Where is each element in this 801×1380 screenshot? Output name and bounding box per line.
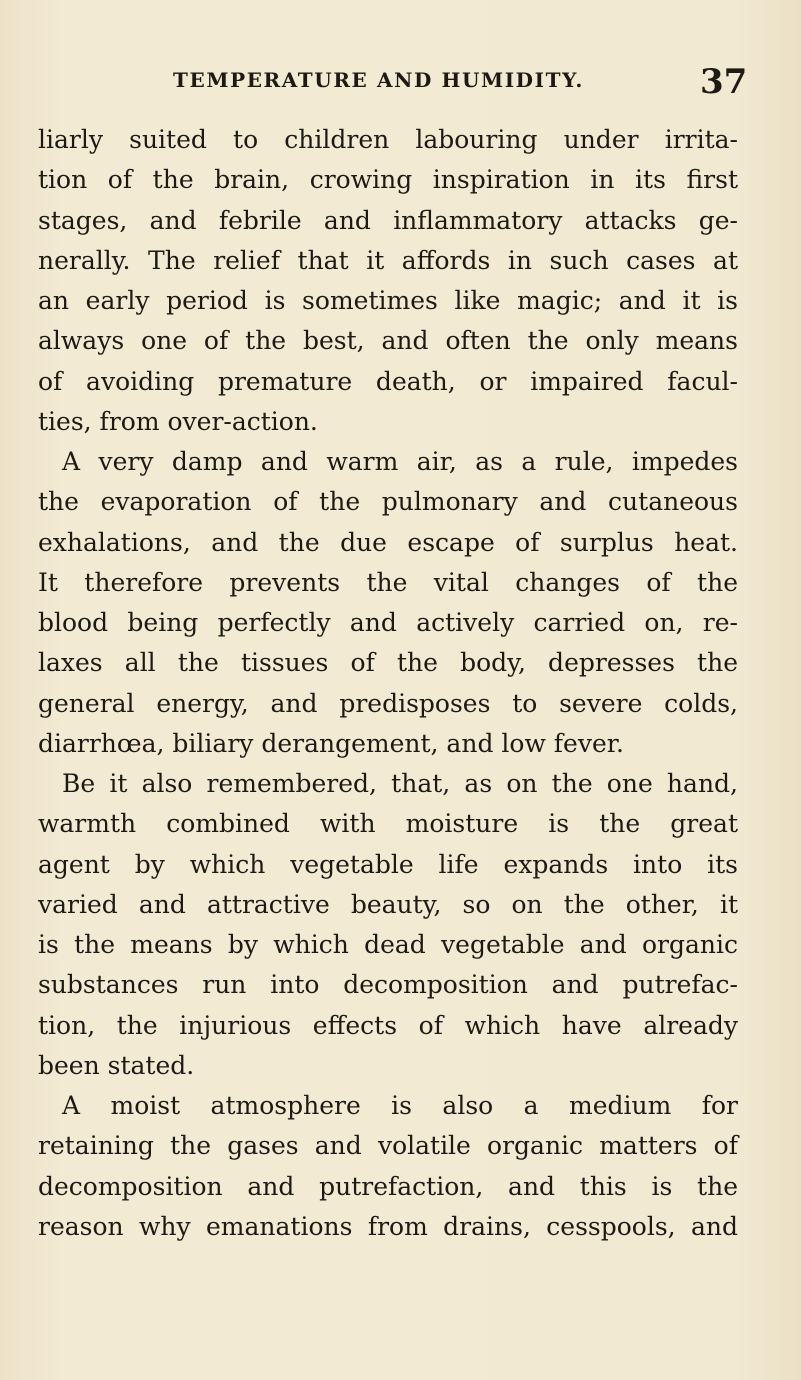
text-line: blood being perfectly and actively carried on, re- <box>38 608 738 637</box>
text-line: varied and attractive beauty, so on the other, it <box>38 889 738 919</box>
text-line: agent by which vegetable life expands into its <box>38 849 738 879</box>
running-title: TEMPERATURE AND HUMIDITY. <box>173 68 584 92</box>
text-line: the evaporation of the pulmonary and cutaneous <box>38 487 738 517</box>
body-text <box>38 120 738 1247</box>
text-line: ties, from over-action. <box>38 406 318 436</box>
text-line: liarly suited to children labouring under irrita- <box>38 125 738 154</box>
text-line: an early period is sometimes like magic; and it is <box>38 286 738 315</box>
running-head <box>0 62 801 102</box>
paragraph-2 <box>38 442 738 764</box>
text-line: warmth combined with moisture is the great <box>38 809 738 839</box>
text-line: nerally. The relief that it affords in such cases at <box>38 245 738 275</box>
text-line: laxes all the tissues of the body, depresses the <box>38 648 738 678</box>
page-number: 37 <box>700 62 748 102</box>
text-line: of avoiding premature death, or impaired facul- <box>38 366 738 396</box>
text-line: always one of the best, and often the only means <box>38 326 738 356</box>
paragraph-3 <box>38 764 738 1086</box>
text-line: diarrhœa, biliary derangement, and low fever. <box>38 728 624 758</box>
text-line: tion, the injurious effects of which have already <box>38 1010 738 1040</box>
text-line: been stated. <box>38 1050 195 1080</box>
text-line: is the means by which dead vegetable and organic <box>38 930 738 959</box>
text-line: tion of the brain, crowing inspiration in its first <box>38 165 738 195</box>
text-line: A very damp and warm air, as a rule, impedes <box>62 447 738 476</box>
text-line: It therefore prevents the vital changes of the <box>38 567 738 597</box>
text-line: exhalations, and the due escape of surplus heat. <box>38 527 738 557</box>
text-line: Be it also remembered, that, as on the one hand, <box>62 769 738 798</box>
text-line: reason why emanations from drains, cesspools, and <box>38 1211 738 1241</box>
paragraph-1 <box>38 120 738 442</box>
text-line: retaining the gases and volatile organic matters of <box>38 1131 738 1161</box>
text-line: general energy, and predisposes to severe colds, <box>38 688 738 718</box>
text-line: substances run into decomposition and putrefac- <box>38 970 738 1000</box>
paragraph-4 <box>38 1086 738 1247</box>
text-line: A moist atmosphere is also a medium for <box>62 1091 738 1120</box>
text-line: decomposition and putrefaction, and this is the <box>38 1171 738 1201</box>
text-line: stages, and febrile and inflammatory attacks ge- <box>38 205 738 235</box>
